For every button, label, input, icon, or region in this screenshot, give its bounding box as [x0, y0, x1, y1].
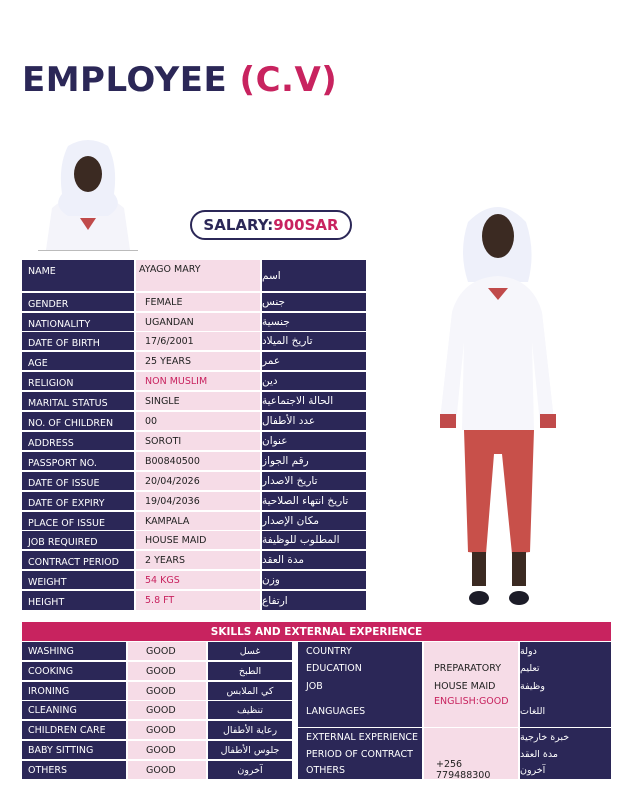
row-gender — [22, 293, 366, 311]
value: 5.8 FT — [136, 591, 260, 610]
label-en: PASSPORT NO. — [22, 452, 134, 470]
skill-label-en: BABY SITTING — [22, 741, 126, 759]
exp-label-ar: آخرون — [520, 761, 611, 779]
label-ar: ارتفاع — [262, 591, 366, 610]
skill-value: GOOD — [128, 682, 206, 700]
label-en: HEIGHT — [22, 591, 134, 610]
skill-label-ar: رعاية الأطفال — [208, 721, 292, 739]
label-ar: تاريخ الميلاد — [262, 332, 366, 350]
exp-row-country — [298, 642, 611, 660]
exp-value: HOUSE MAID — [424, 677, 518, 695]
exp-row-languages — [298, 695, 611, 727]
salary-badge — [190, 210, 352, 240]
row-height — [22, 591, 366, 610]
skill-row-children-care — [22, 721, 292, 739]
exp-value: +256 779488300 — [424, 761, 518, 779]
label-ar: عنوان — [262, 432, 366, 450]
value: 20/04/2026 — [136, 472, 260, 490]
value: 2 YEARS — [136, 551, 260, 569]
exp-label-en: OTHERS — [298, 761, 422, 779]
label-ar: تاريخ انتهاء الصلاحية — [262, 492, 366, 510]
label-ar: جنس — [262, 293, 366, 311]
skill-label-ar: غسل — [208, 642, 292, 660]
skill-label-en: CHILDREN CARE — [22, 721, 126, 739]
label-ar: الحالة الاجتماعية — [262, 392, 366, 410]
label-en: WEIGHT — [22, 571, 134, 589]
value: 54 KGS — [136, 571, 260, 589]
skill-row-cooking — [22, 662, 292, 680]
label-en: JOB REQUIRED — [22, 531, 134, 549]
page-title — [22, 60, 337, 100]
skill-label-en: WASHING — [22, 642, 126, 660]
title-employee: EMPLOYEE — [22, 60, 228, 100]
label-en: CONTRACT PERIOD — [22, 551, 134, 569]
skill-value: GOOD — [128, 721, 206, 739]
label-en: PLACE OF ISSUE — [22, 512, 134, 530]
row-religion — [22, 372, 366, 390]
label-ar: عمر — [262, 352, 366, 370]
row-date-of-expiry — [22, 492, 366, 510]
exp-value — [424, 728, 518, 746]
exp-label-ar: خبرة خارجية — [520, 728, 611, 746]
value: FEMALE — [136, 293, 260, 311]
skill-label-en: COOKING — [22, 662, 126, 680]
skill-label-en: CLEANING — [22, 701, 126, 719]
skill-row-ironing — [22, 682, 292, 700]
row-marital-status — [22, 392, 366, 410]
label-en: ADDRESS — [22, 432, 134, 450]
label-ar: المطلوب للوظيفة — [262, 531, 366, 549]
label-ar: تاريخ الاصدار — [262, 472, 366, 490]
exp-row-others — [298, 761, 611, 779]
salary-label: SALARY: — [203, 216, 274, 234]
exp-value: ENGLISH:GOOD — [424, 695, 518, 727]
label-ar: دين — [262, 372, 366, 390]
row-nationality — [22, 313, 366, 331]
row-contract-period — [22, 551, 366, 569]
exp-label-ar: تعليم — [520, 659, 611, 677]
label-en: MARITAL STATUS — [22, 392, 134, 410]
label-en: NAME — [22, 260, 134, 291]
row-job-required — [22, 531, 366, 549]
exp-value: PREPARATORY — [424, 659, 518, 677]
value: B00840500 — [136, 452, 260, 470]
value: 00 — [136, 412, 260, 430]
skill-label-ar: تنظيف — [208, 701, 292, 719]
label-en: RELIGION — [22, 372, 134, 390]
value: KAMPALA — [136, 512, 260, 530]
skill-row-cleaning — [22, 701, 292, 719]
label-ar: اسم — [262, 260, 366, 291]
value: UGANDAN — [136, 313, 260, 331]
value: 17/6/2001 — [136, 332, 260, 350]
skill-label-ar: آخرون — [208, 761, 292, 779]
label-en: AGE — [22, 352, 134, 370]
row-passport — [22, 452, 366, 470]
skill-value: GOOD — [128, 761, 206, 779]
exp-label-en: JOB — [298, 677, 422, 695]
label-en: DATE OF BIRTH — [22, 332, 134, 350]
title-cv: (C.V) — [239, 60, 338, 100]
skill-row-baby-sitting — [22, 741, 292, 759]
label-en: NATIONALITY — [22, 313, 134, 331]
portrait-photo-small — [38, 136, 138, 251]
exp-label-en: EXTERNAL EXPERIENCE — [298, 728, 422, 746]
label-ar: عدد الأطفال — [262, 412, 366, 430]
exp-value — [424, 642, 518, 660]
skill-value: GOOD — [128, 642, 206, 660]
skill-label-en: OTHERS — [22, 761, 126, 779]
skill-row-washing — [22, 642, 292, 660]
exp-label-ar: وظيفة — [520, 677, 611, 695]
exp-label-ar: مدة العقد — [520, 745, 611, 763]
label-en: DATE OF EXPIRY — [22, 492, 134, 510]
row-date-of-birth — [22, 332, 366, 350]
portrait-photo-full — [432, 192, 562, 612]
label-ar: رقم الجواز — [262, 452, 366, 470]
row-address — [22, 432, 366, 450]
label-en: DATE OF ISSUE — [22, 472, 134, 490]
skill-value: GOOD — [128, 741, 206, 759]
row-children — [22, 412, 366, 430]
label-ar: مدة العقد — [262, 551, 366, 569]
exp-row-external-experience — [298, 728, 611, 746]
skills-section-header: SKILLS AND EXTERNAL EXPERIENCE — [22, 622, 611, 641]
row-name — [22, 260, 366, 291]
skill-value: GOOD — [128, 662, 206, 680]
row-place-of-issue — [22, 512, 366, 530]
skill-label-en: IRONING — [22, 682, 126, 700]
value: 25 YEARS — [136, 352, 260, 370]
exp-label-en: LANGUAGES — [298, 695, 422, 727]
exp-label-en: COUNTRY — [298, 642, 422, 660]
exp-label-ar: دولة — [520, 642, 611, 660]
value: AYAGO MARY — [136, 260, 260, 291]
value: 19/04/2036 — [136, 492, 260, 510]
label-ar: وزن — [262, 571, 366, 589]
salary-value: 900SAR — [273, 216, 339, 234]
value: SOROTI — [136, 432, 260, 450]
row-date-of-issue — [22, 472, 366, 490]
skill-label-ar: كي الملابس — [208, 682, 292, 700]
value: HOUSE MAID — [136, 531, 260, 549]
label-ar: مكان الإصدار — [262, 512, 366, 530]
exp-row-job — [298, 677, 611, 695]
label-en: NO. OF CHILDREN — [22, 412, 134, 430]
skill-label-ar: جلوس الأطفال — [208, 741, 292, 759]
skill-row-others — [22, 761, 292, 779]
exp-label-en: PERIOD OF CONTRACT — [298, 745, 422, 763]
exp-row-education — [298, 659, 611, 677]
value: NON MUSLIM — [136, 372, 260, 390]
skill-value: GOOD — [128, 701, 206, 719]
row-age — [22, 352, 366, 370]
label-ar: جنسية — [262, 313, 366, 331]
row-weight — [22, 571, 366, 589]
label-en: GENDER — [22, 293, 134, 311]
exp-label-en: EDUCATION — [298, 659, 422, 677]
skill-label-ar: الطبخ — [208, 662, 292, 680]
exp-label-ar: اللغات — [520, 695, 611, 727]
value: SINGLE — [136, 392, 260, 410]
